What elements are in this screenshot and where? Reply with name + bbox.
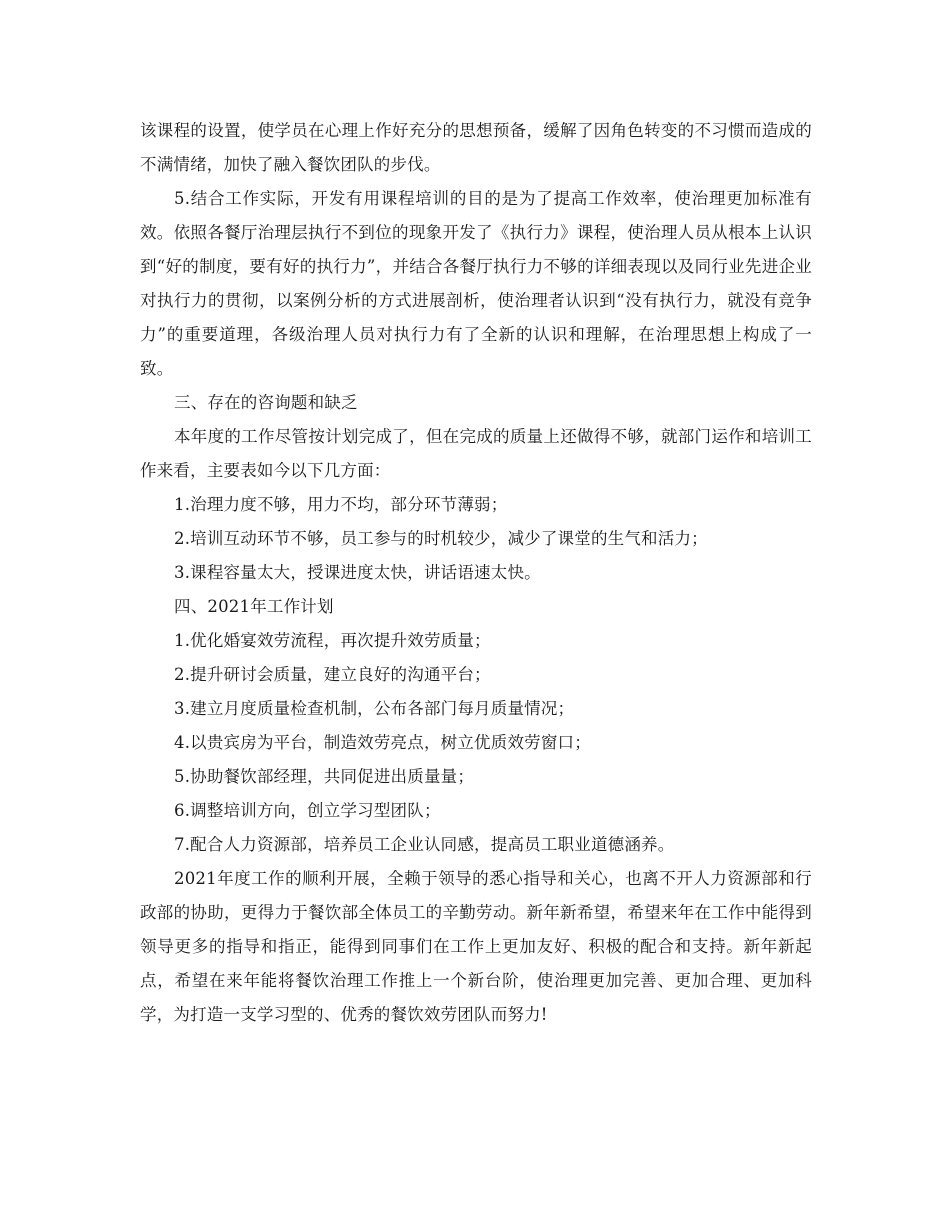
list-item-plan-5: 5.协助餐饮部经理，共同促进出质量量； (174, 767, 475, 786)
document-page (140, 114, 812, 1032)
list-item-problem-3: 3.课程容量太大，授课进度太快，讲话语速太快。 (174, 563, 541, 582)
list-item-plan-3: 3.建立月度质量检查机制，公布各部门每月质量情况； (174, 699, 575, 718)
paragraph-conclusion: 2021年度工作的顺利开展，全赖于领导的悉心指导和关心，也离不开人力资源部和行政部的协助，更得力于餐饮部全体员工的辛勤劳动。新年新希望，希望来年在工作中能得到领导更多的指导和指正，能得到同事们在工作上更加友好、积极的配合和支持。新年新起点，希望在来年能将餐饮治理工作推上一个新台阶，使治理更加完善、更加合理、更加科学，为打造一支学习型的、优秀的餐饮效劳团队而努力! (140, 869, 812, 1024)
list-item-plan-1: 1.优化婚宴效劳流程，再次提升效劳质量； (174, 631, 491, 650)
paragraph-course-development: 5.结合工作实际，开发有用课程培训的目的是为了提高工作效率，使治理更加标准有效。依照各餐厅治理层执行不到位的现象开发了《执行力》课程，使治理人员从根本上认识到“好的制度，要有好的执行力”，并结合各餐厅执行力不够的详细表现以及同行业先进企业对执行力的贯彻，以案例分析的方式进展剖析，使治理者认识到“没有执行力，就没有竞争力”的重要道理，各级治理人员对执行力有了全新的认识和理解，在治理思想上构成了一致。 (140, 189, 812, 378)
list-item-plan-7: 7.配合人力资源部，培养员工企业认同感，提高员工职业道德涵养。 (174, 835, 675, 854)
list-item-plan-4: 4.以贵宾房为平台，制造效劳亮点，树立优质效劳窗口； (174, 733, 591, 752)
list-item-plan-6: 6.调整培训方向，创立学习型团队； (174, 801, 441, 820)
section-heading-problems: 三、存在的咨询题和缺乏 (174, 393, 358, 412)
paragraph-continuation: 该课程的设置，使学员在心理上作好充分的思想预备，缓解了因角色转变的不习惯而造成的不满情绪，加快了融入餐饮团队的步伐。 (140, 121, 812, 174)
paragraph-problems-intro: 本年度的工作尽管按计划完成了，但在完成的质量上还做得不够，就部门运作和培训工作来看，主要表如今以下几方面： (140, 427, 812, 480)
list-item-problem-1: 1.治理力度不够，用力不均，部分环节薄弱； (174, 495, 508, 514)
list-item-plan-2: 2.提升研讨会质量，建立良好的沟通平台； (174, 665, 491, 684)
list-item-problem-2: 2.培训互动环节不够，员工参与的时机较少，减少了课堂的生气和活力； (174, 529, 708, 548)
section-heading-plan: 四、2021年工作计划 (174, 597, 334, 616)
